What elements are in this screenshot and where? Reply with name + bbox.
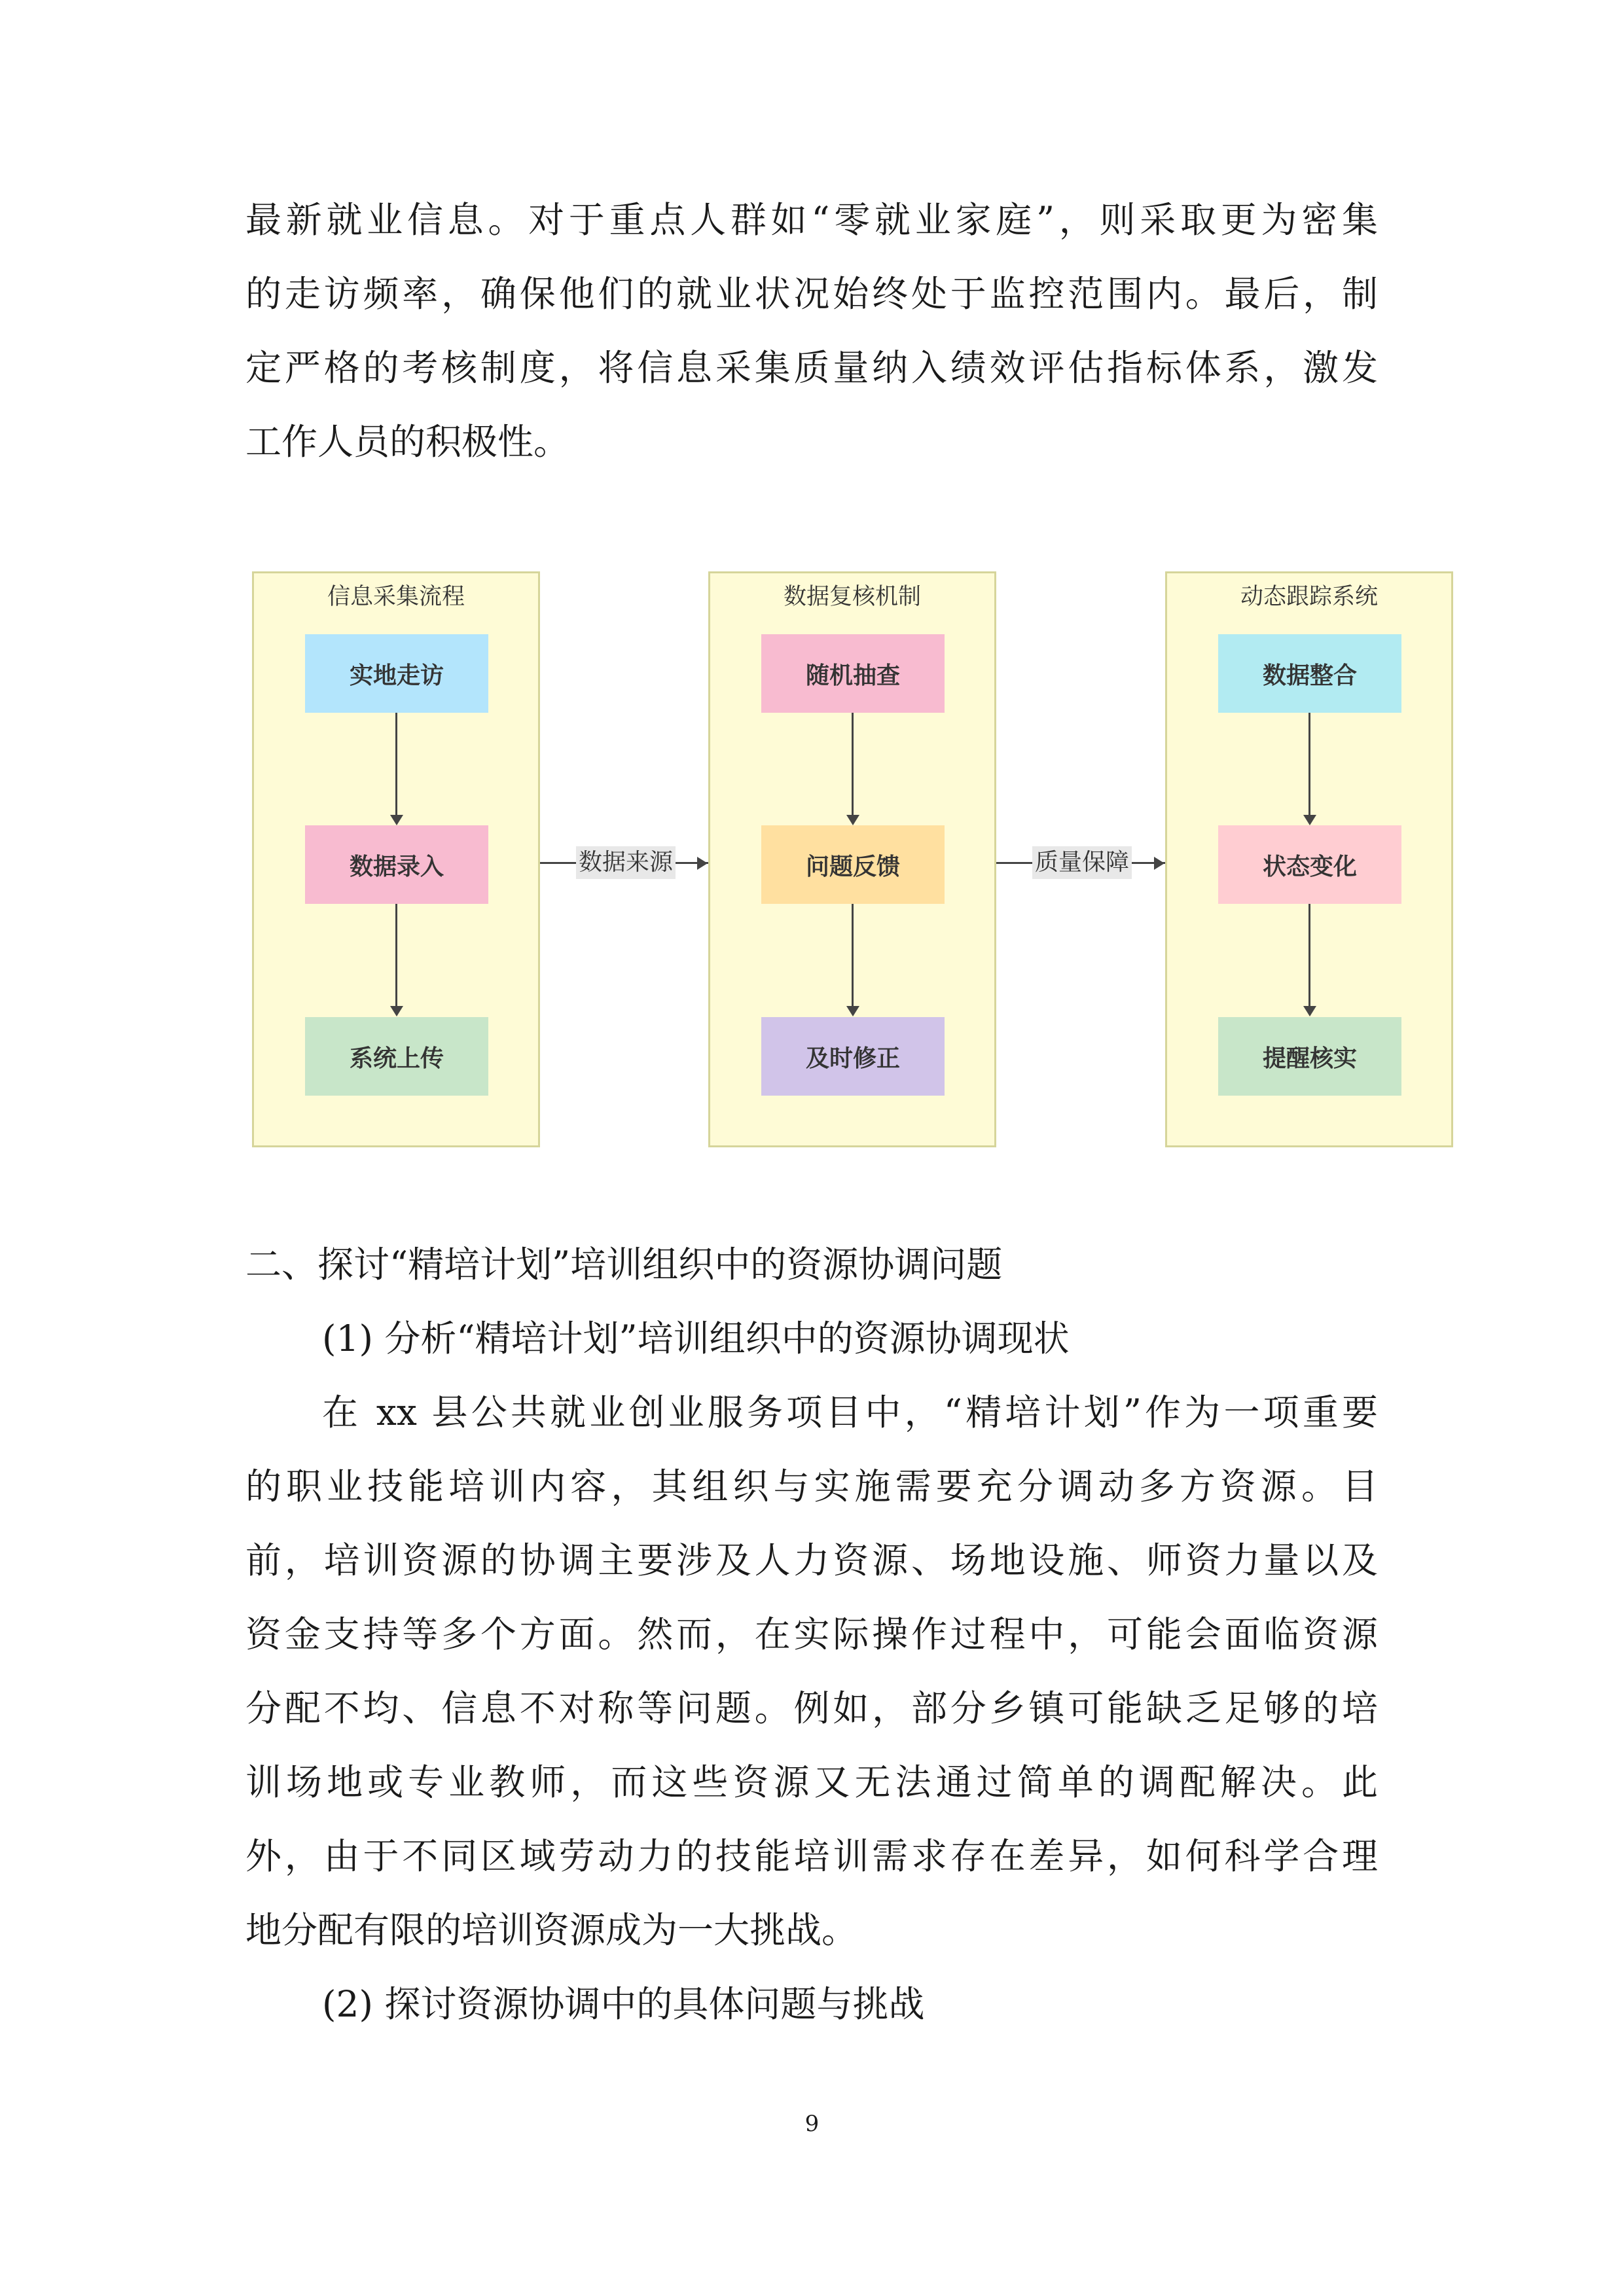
node-remind-verify: 提醒核实 [1218, 1017, 1401, 1096]
node-data-entry: 数据录入 [305, 825, 488, 904]
node-system-upload: 系统上传 [305, 1017, 488, 1096]
subsection-heading-1: (1) 分析“精培计划”培训组织中的资源协调现状 [322, 1318, 1070, 1359]
group-title: 数据复核机制 [783, 584, 921, 610]
text-line: 工作人员的积极性。 [245, 421, 570, 463]
group-data-review [708, 571, 996, 1147]
section-heading: 二、探讨“精培计划”培训组织中的资源协调问题 [245, 1244, 1003, 1285]
arrowhead [390, 1006, 403, 1016]
flow-arrow [395, 713, 397, 816]
text-line: 的走访频率，确保他们的就业状况始终处于监控范围内。最后，制 [245, 273, 1378, 315]
flow-arrow [1308, 904, 1310, 1007]
flow-arrow [852, 904, 854, 1007]
text-line: 在 xx 县公共就业创业服务项目中，“精培计划”作为一项重要 [322, 1391, 1378, 1433]
connector-label-data-source: 数据来源 [576, 846, 676, 879]
subsection-heading-2: (2) 探讨资源协调中的具体问题与挑战 [322, 1983, 925, 2025]
text-line: 地分配有限的培训资源成为一大挑战。 [245, 1909, 858, 1951]
text-line: 分配不均、信息不对称等问题。例如，部分乡镇可能缺乏足够的培 [245, 1687, 1378, 1729]
arrowhead [1303, 815, 1316, 825]
arrowhead [846, 1006, 859, 1016]
text-line: 前，培训资源的协调主要涉及人力资源、场地设施、师资力量以及 [245, 1539, 1378, 1581]
node-timely-fix: 及时修正 [761, 1017, 945, 1096]
node-field-visit: 实地走访 [305, 634, 488, 713]
arrowhead [697, 857, 708, 870]
text-line: 最新就业信息。对于重点人群如“零就业家庭”，则采取更为密集 [245, 199, 1378, 241]
text-line: 外，由于不同区域劳动力的技能培训需求存在差异，如何科学合理 [245, 1835, 1378, 1877]
text-line: 资金支持等多个方面。然而，在实际操作过程中，可能会面临资源 [245, 1613, 1378, 1655]
connector-label-quality: 质量保障 [1032, 846, 1132, 879]
flow-arrow [1308, 713, 1310, 816]
process-flowchart [252, 571, 1460, 1160]
arrowhead [846, 815, 859, 825]
text-line: 的职业技能培训内容，其组织与实施需要充分调动多方资源。目 [245, 1465, 1378, 1507]
arrowhead [1303, 1006, 1316, 1016]
page-number: 9 [804, 2111, 820, 2137]
group-title: 动态跟踪系统 [1240, 584, 1378, 610]
group-info-collection [252, 571, 540, 1147]
node-status-change: 状态变化 [1218, 825, 1401, 904]
body-paragraph [245, 1376, 1378, 1967]
flow-arrow [395, 904, 397, 1007]
group-title: 信息采集流程 [327, 584, 465, 610]
group-dynamic-tracking [1165, 571, 1453, 1147]
text-line: 训场地或专业教师，而这些资源又无法通过简单的调配解决。此 [245, 1761, 1378, 1803]
intro-paragraph [245, 183, 1378, 479]
flow-arrow [852, 713, 854, 816]
arrowhead [1154, 857, 1164, 870]
arrowhead [390, 815, 403, 825]
node-random-check: 随机抽查 [761, 634, 945, 713]
text-line: 定严格的考核制度，将信息采集质量纳入绩效评估指标体系，激发 [245, 347, 1378, 389]
node-data-integration: 数据整合 [1218, 634, 1401, 713]
node-issue-feedback: 问题反馈 [761, 825, 945, 904]
